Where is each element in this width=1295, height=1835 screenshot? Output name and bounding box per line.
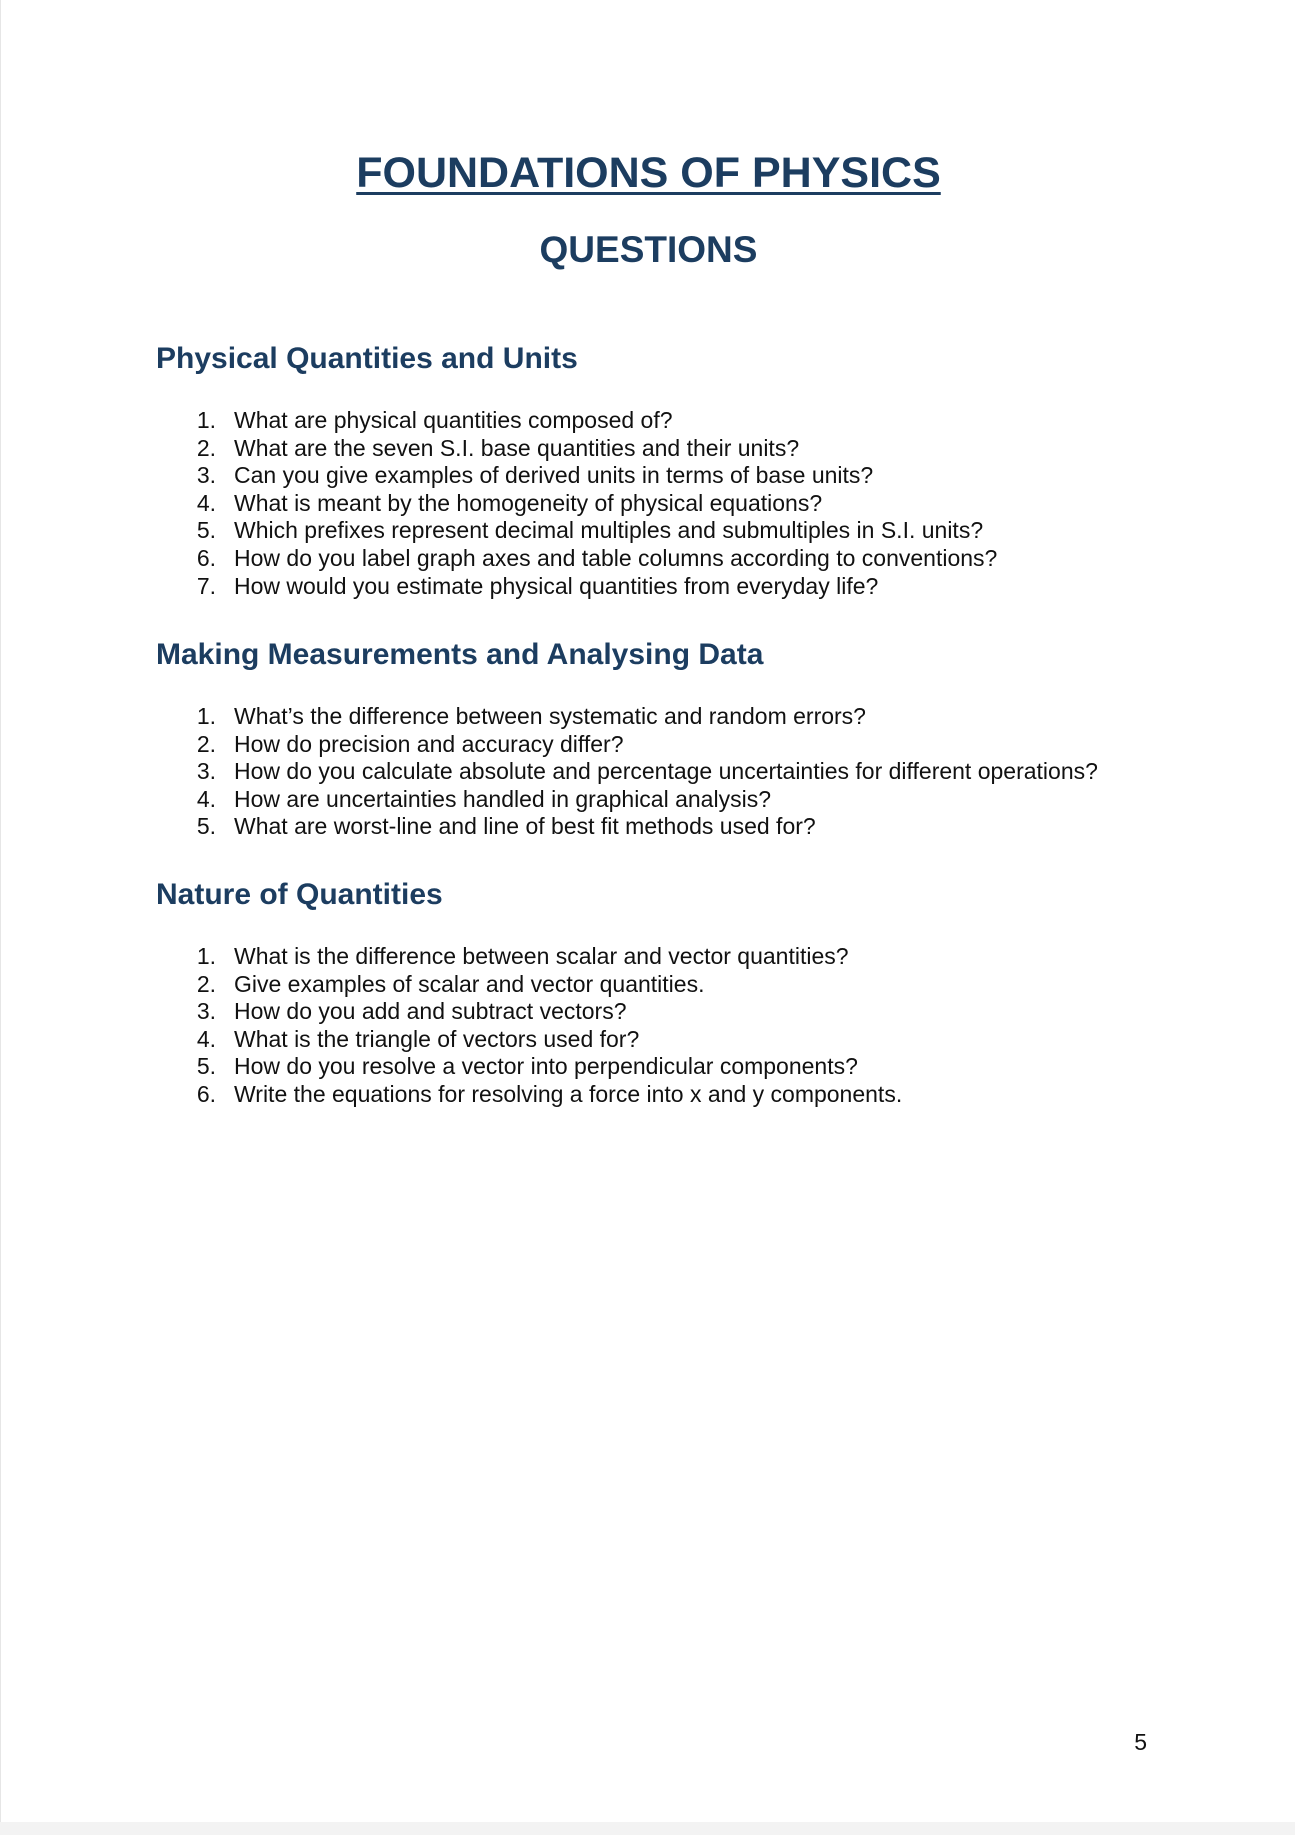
- page-title: [1, 148, 1295, 198]
- section-heading: Nature of Quantities: [156, 878, 443, 911]
- item-number: 3.: [196, 758, 216, 785]
- item-number: 4.: [196, 1025, 216, 1052]
- item-number: 6.: [196, 1080, 216, 1107]
- item-number: 7.: [196, 572, 216, 599]
- page-number: 5: [1134, 1729, 1147, 1755]
- item-text: How do you add and subtract vectors?: [234, 998, 627, 1025]
- item-number: 3.: [196, 998, 216, 1025]
- item-text: How do you calculate absolute and percentage uncertainties for different operations?: [234, 758, 1098, 785]
- item-number: 5.: [196, 517, 216, 544]
- item-text: How would you estimate physical quantities from everyday life?: [234, 572, 879, 599]
- list-item: [156, 490, 1216, 518]
- item-text: How do you label graph axes and table columns according to conventions?: [234, 544, 998, 571]
- list-item: [156, 786, 1216, 814]
- item-text: How do you resolve a vector into perpendicular components?: [234, 1053, 858, 1080]
- item-number: 3.: [196, 462, 216, 489]
- item-text: Which prefixes represent decimal multiples and submultiples in S.I. units?: [234, 517, 984, 544]
- item-number: 4.: [196, 785, 216, 812]
- item-text: What are the seven S.I. base quantities and their units?: [234, 434, 800, 461]
- item-number: 2.: [196, 970, 216, 997]
- item-number: 4.: [196, 489, 216, 516]
- list-item: [156, 1053, 1216, 1081]
- item-number: 2.: [196, 730, 216, 757]
- section-heading: Making Measurements and Analysing Data: [156, 638, 764, 671]
- item-text: How are uncertainties handled in graphical analysis?: [234, 785, 771, 812]
- list-item: [156, 813, 1216, 841]
- item-text: Write the equations for resolving a force into x and y components.: [234, 1080, 903, 1107]
- item-text: What are worst-line and line of best fit methods used for?: [234, 813, 816, 840]
- list-item: [156, 971, 1216, 999]
- page-subtitle: QUESTIONS: [539, 229, 758, 270]
- item-text: What is the difference between scalar and vector quantities?: [234, 943, 849, 969]
- item-number: 1.: [196, 703, 216, 729]
- item-text: Can you give examples of derived units in terms of base units?: [234, 462, 874, 489]
- list-item: [156, 517, 1216, 545]
- item-number: 1.: [196, 407, 216, 433]
- question-list: [156, 407, 1216, 600]
- item-text: What is meant by the homogeneity of physical equations?: [234, 489, 823, 516]
- section-nature-of-quantities: [156, 877, 1216, 1107]
- list-item: [156, 703, 1216, 731]
- item-text: What is the triangle of vectors used for?: [234, 1025, 640, 1052]
- item-number: 5.: [196, 1053, 216, 1080]
- item-text: How do precision and accuracy differ?: [234, 730, 624, 757]
- list-item: [156, 1026, 1216, 1054]
- list-item: [156, 435, 1216, 463]
- item-text: Give examples of scalar and vector quantities.: [234, 970, 705, 997]
- list-item: [156, 998, 1216, 1026]
- item-number: 6.: [196, 544, 216, 571]
- list-item: [156, 943, 1216, 971]
- list-item: [156, 545, 1216, 573]
- item-number: 1.: [196, 943, 216, 969]
- list-item: [156, 462, 1216, 490]
- list-item: [156, 573, 1216, 601]
- list-item: [156, 1081, 1216, 1109]
- section-measurements: [156, 637, 1216, 840]
- list-item: [156, 758, 1216, 786]
- item-text: What’s the difference between systematic and random errors?: [234, 703, 866, 729]
- list-item: [156, 731, 1216, 759]
- item-number: 2.: [196, 434, 216, 461]
- section-heading: Physical Quantities and Units: [156, 342, 578, 375]
- list-item: [156, 407, 1216, 435]
- question-list: [156, 943, 1216, 1109]
- section-physical-quantities: [156, 341, 1216, 599]
- page-title-text: FOUNDATIONS OF PHYSICS: [356, 149, 941, 197]
- item-text: What are physical quantities composed of?: [234, 407, 673, 433]
- item-number: 5.: [196, 813, 216, 840]
- question-list: [156, 703, 1216, 841]
